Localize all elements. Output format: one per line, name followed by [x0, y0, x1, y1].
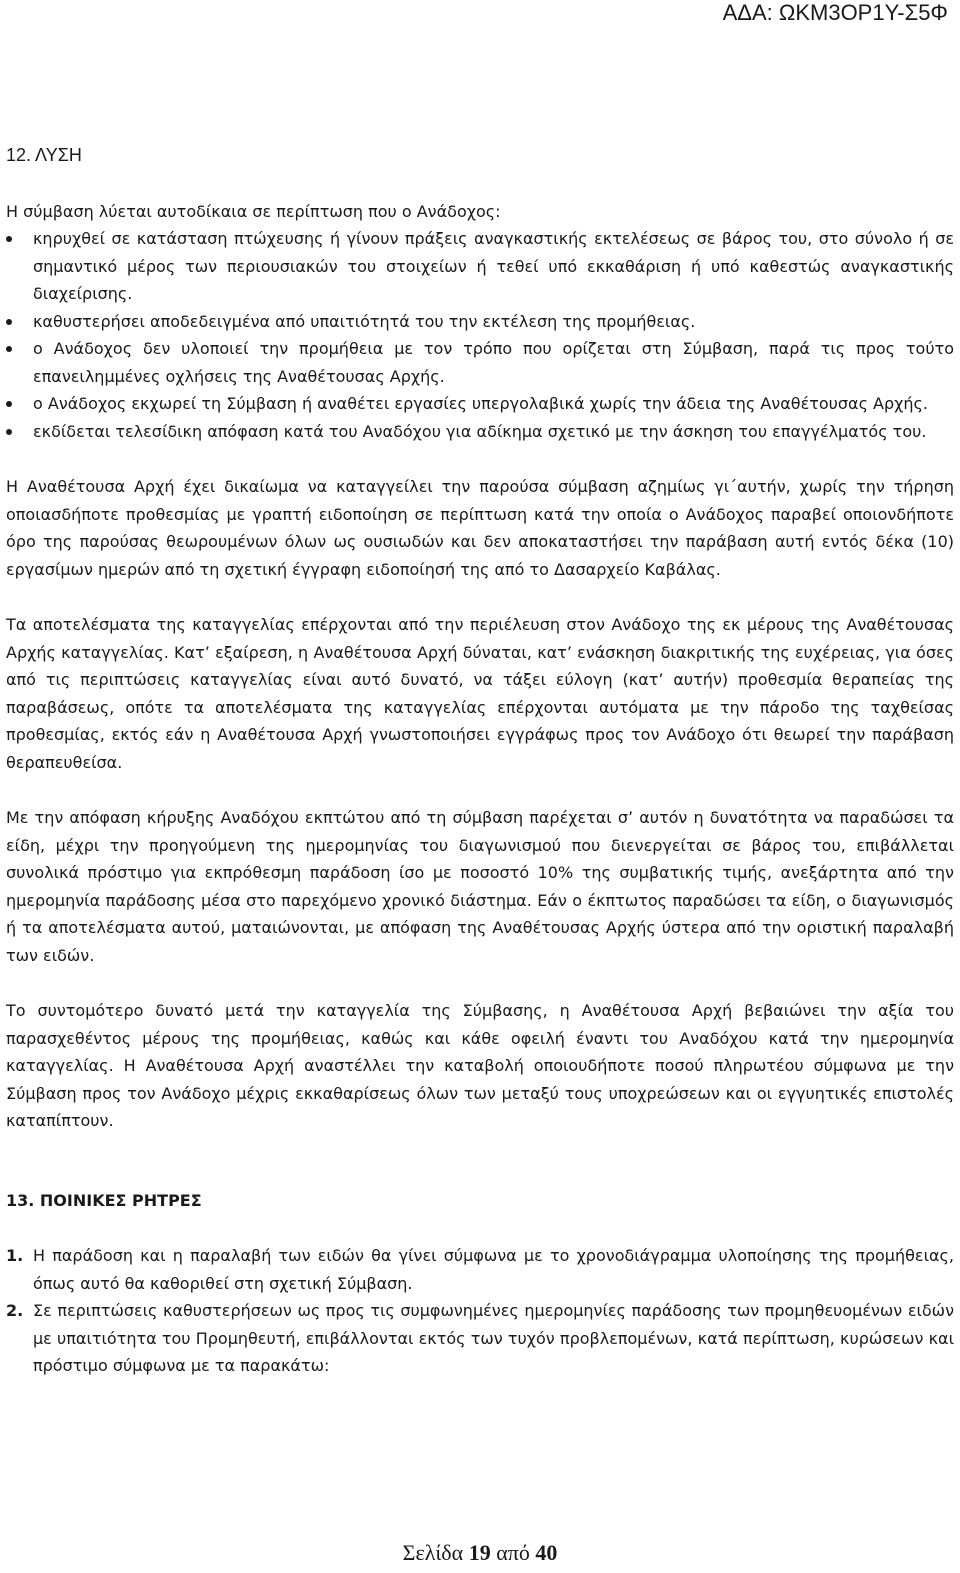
section-13-title: 13. ΠΟΙΝΙΚΕΣ ΡΗΤΡΕΣ [6, 1190, 202, 1210]
list-item: καθυστερήσει αποδεδειγμένα από υπαιτιότητά του την εκτέλεση της προμήθειας. [6, 308, 954, 336]
page-footer [0, 1540, 960, 1566]
section-12-title: 12. ΛΥΣΗ [6, 145, 82, 165]
page-label: Σελίδα [402, 1540, 464, 1565]
paragraph: Τα αποτελέσματα της καταγγελίας επέρχονται από την περιέλευση στον Ανάδοχο της εκ μέρους της Αναθέτουσας Αρχής καταγγελίας. Κατ’ εξαίρεση, η Αναθέτουσα Αρχή δύναται, κατ’ ενάσκηση διακριτικής της ευχέρειας, για όσες από τις περιπτώσεις καταγγελίας είναι αυτό δυνατό, να τάξει εύλογη (κατ’ αυτήν) προθεσμία θεραπείας της παραβάσεως, οπότε τα αποτελέσματα της καταγγελίας επέρχονται αυτόματα με την πάροδο της ταχθείσας προθεσμίας, εκτός εάν η Αναθέτουσα Αρχή γνωστοποιήσει εγγράφως προς τον Ανάδοχο ότι θεωρεί την παράβαση θεραπευθείσα. [6, 615, 954, 772]
list-item: εκδίδεται τελεσίδικη απόφαση κατά του Αναδόχου για αδίκημα σχετικό με την άσκηση του επαγγέλματός του. [6, 418, 954, 446]
item-number: 1. [6, 1246, 24, 1265]
page-number: 19 [468, 1540, 491, 1565]
paragraph: Η Αναθέτουσα Αρχή έχει δικαίωμα να καταγγείλει την παρούσα σύμβαση αζημίως γι΄αυτήν, χωρίς την τήρηση οποιασδήποτε προθεσμίας με γραπτή ειδοποίηση σε περίπτωση κατά την οποία ο Ανάδοχος παραβεί οποιονδήποτε όρο της παρούσας θεωρουμένων όλων ως ουσιωδών και δεν αποκαταστήσει την παράβαση αυτή εντός δέκα (10) εργασίμων ημερών από τη σχετική έγγραφη ειδοποίησή της από το Δασαρχείο Καβάλας. [6, 477, 954, 579]
bullet-icon [6, 346, 12, 352]
document-body [6, 142, 954, 1380]
termination-conditions-list [6, 225, 954, 445]
bullet-icon [6, 319, 12, 325]
penalty-clauses-list [6, 1242, 954, 1380]
list-item: 2. Σε περιπτώσεις καθυστερήσεων ως προς τις συμφωνημένες ημερομηνίες παράδοσης των προμηθευομένων ειδών με υπαιτιότητα του Προμηθευτή, επιβάλλονται εκτός των τυχόν προβλεπομένων, κατά περίπτωση, κυρώσεων και πρόστιμο σύμφωνα με τα παρακάτω: [6, 1297, 954, 1380]
ada-code: ΑΔΑ: ΩΚΜ3ΟΡ1Υ-Σ5Φ [722, 0, 948, 25]
paragraph: Το συντομότερο δυνατό μετά την καταγγελία της Σύμβασης, η Αναθέτουσα Αρχή βεβαιώνει την αξία του παρασχεθέντος μέρους της προμήθειας, καθώς και κάθε οφειλή έναντι του Αναδόχου κατά την ημερομηνία καταγγελίας. Η Αναθέτουσα Αρχή αναστέλλει την καταβολή οποιουδήποτε ποσού πληρωτέου σύμφωνα με την Σύμβαση προς τον Ανάδοχο μέχρις εκκαθαρίσεως όλων των μεταξύ τους υποχρεώσεων και οι εγγυητικές επιστολές καταπίπτουν. [6, 1001, 954, 1130]
page-of-label: από [496, 1540, 530, 1565]
bullet-icon [6, 236, 12, 242]
list-item: ο Ανάδοχος εκχωρεί τη Σύμβαση ή αναθέτει εργασίες υπεργολαβικά χωρίς την άδεια της Αναθέτουσας Αρχής. [6, 390, 954, 418]
item-number: 2. [6, 1301, 24, 1320]
paragraph: Με την απόφαση κήρυξης Αναδόχου εκπτώτου από τη σύμβαση παρέχεται σ’ αυτόν η δυνατότητα να παραδώσει τα είδη, μέχρι την προηγούμενη της ημερομηνίας του διαγωνισμού που διενεργείται σε βάρος του, επιβάλλεται συνολικά πρόστιμο για εκπρόθεσμη παράδοση ίσο με ποσοστό 10% της συμβατικής τιμής, ανεξάρτητα από την ημερομηνία παράδοσης μέσα στο παρεχόμενο χρονικό διάστημα. Εάν ο έκπτωτος παραδώσει τα είδη, ο διαγωνισμός ή τα αποτελέσματα αυτού, ματαιώνονται, με απόφαση της Αναθέτουσας Αρχής ύστερα από την οριστική παραλαβή των ειδών. [6, 808, 954, 965]
bullet-icon [6, 401, 12, 407]
bullet-icon [6, 429, 12, 435]
page-total: 40 [535, 1540, 558, 1565]
list-item: ο Ανάδοχος δεν υλοποιεί την προμήθεια με τον τρόπο που ορίζεται στη Σύμβαση, παρά τις προς τούτο επανειλημμένες οχλήσεις της Αναθέτουσας Αρχής. [6, 335, 954, 390]
list-item: κηρυχθεί σε κατάσταση πτώχευσης ή γίνουν πράξεις αναγκαστικής εκτελέσεως σε βάρος του, στο σύνολο ή σε σημαντικό μέρος των περιουσιακών του στοιχείων ή τεθεί υπό εκκαθάριση ή υπό καθεστώς αναγκαστικής διαχείρισης. [6, 225, 954, 308]
list-item: 1. Η παράδοση και η παραλαβή των ειδών θα γίνει σύμφωνα με το χρονοδιάγραμμα υλοποίησης της προμήθειας, όπως αυτό θα καθοριθεί στη σχετική Σύμβαση. [6, 1242, 954, 1297]
section-12-intro: Η σύμβαση λύεται αυτοδίκαια σε περίπτωση που ο Ανάδοχος: [6, 201, 501, 221]
